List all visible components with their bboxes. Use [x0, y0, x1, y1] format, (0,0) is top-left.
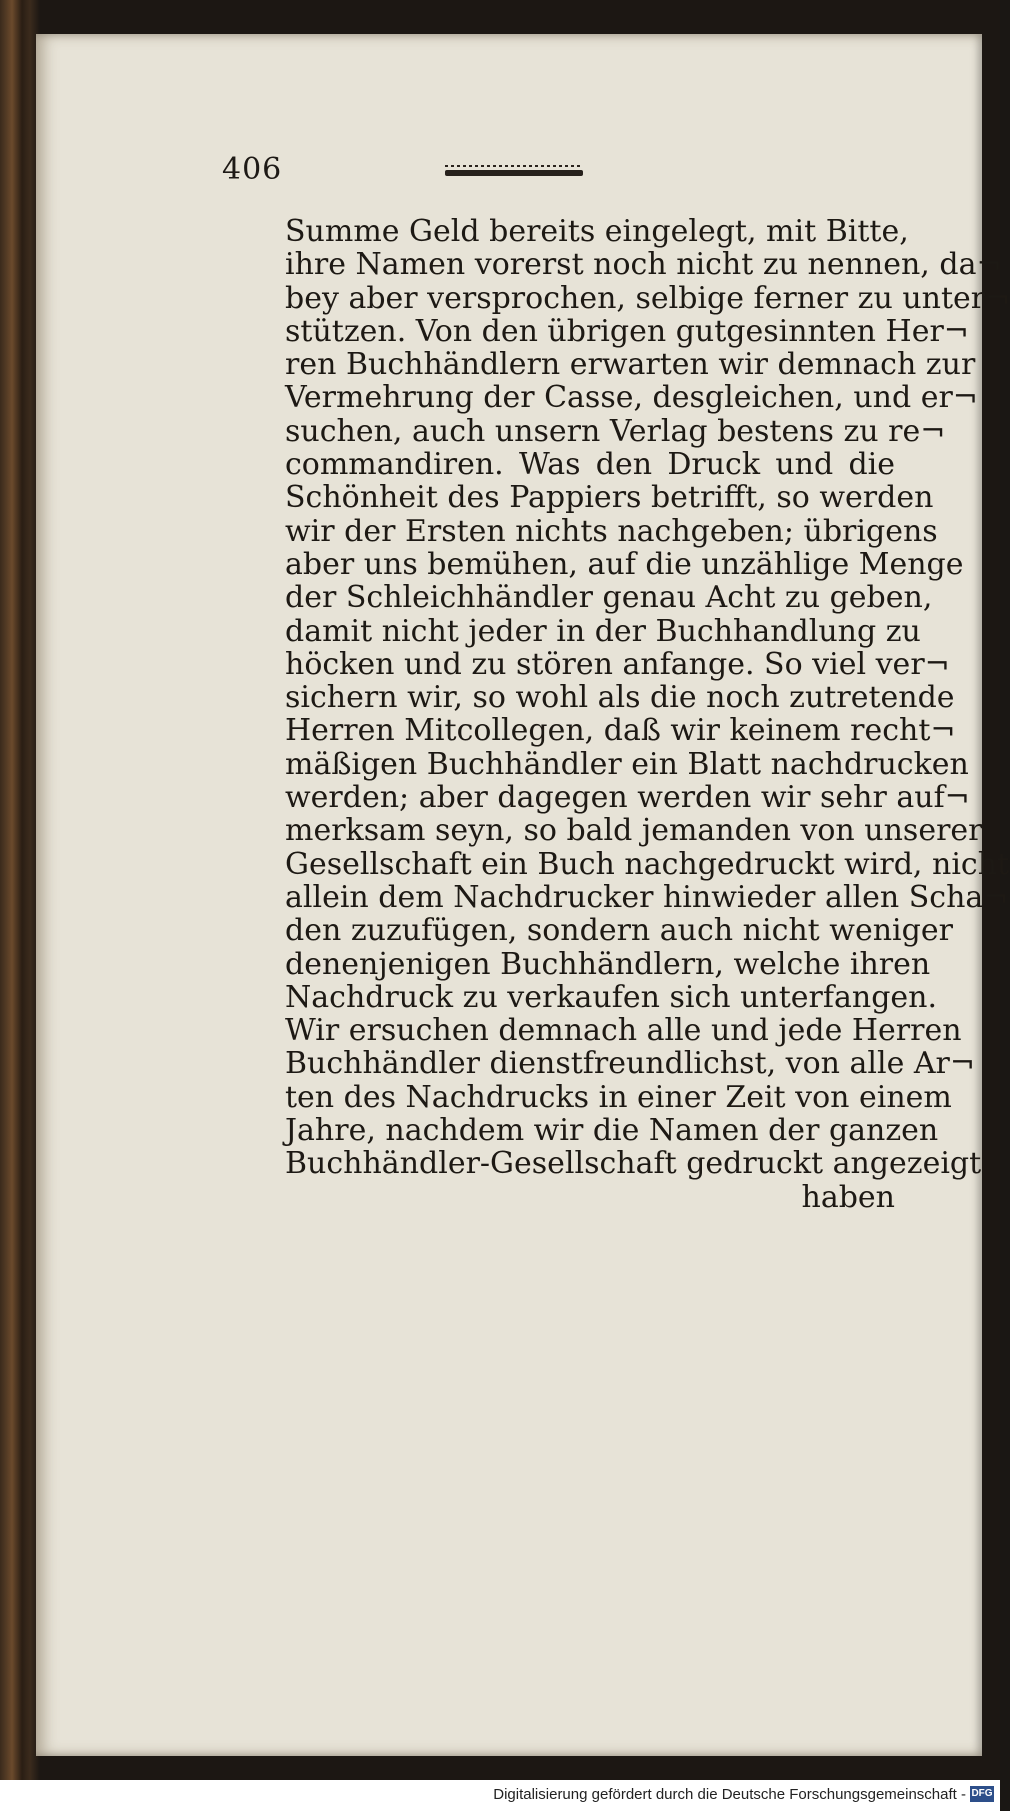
text-line: allein dem Nachdrucker hinwieder allen Scha¬	[285, 879, 1009, 915]
catchword: haben	[801, 1179, 895, 1215]
text-line: den zuzufügen, sondern auch nicht weniger	[285, 913, 953, 949]
text-line: sichern wir, so wohl als die noch zutretende	[285, 680, 955, 716]
text-line: Buchhändler-Gesellschaft gedruckt angezeigt	[285, 1146, 982, 1182]
text-line: ren Buchhändlern erwarten wir demnach zur	[285, 347, 976, 383]
text-line: der Schleichhändler genau Acht zu geben,	[285, 580, 933, 616]
text-line: commandiren. Was den Druck und die	[285, 447, 895, 483]
text-line: damit nicht jeder in der Buchhandlung zu	[285, 613, 921, 649]
text-line: Vermehrung der Casse, desgleichen, und er¬	[285, 380, 978, 416]
text-line: höcken und zu stören anfange. So viel ver¬	[285, 646, 950, 682]
text-line: Gesellschaft ein Buch nachgedruckt wird, nicht	[285, 846, 1010, 882]
digitization-credit: Digitalisierung gefördert durch die Deutsche Forschungsgemeinschaft -	[493, 1786, 966, 1803]
text-line: Summe Geld bereits eingelegt, mit Bitte,	[285, 214, 909, 249]
text-line: ten des Nachdrucks in einer Zeit von einem	[285, 1079, 952, 1115]
footer-bar	[0, 1780, 1000, 1811]
text-line: werden; aber dagegen werden wir sehr auf¬	[285, 780, 970, 816]
page-number: 406	[222, 152, 283, 187]
header-ornament-rule	[445, 170, 583, 176]
text-line: Jahre, nachdem wir die Namen der ganzen	[285, 1113, 939, 1149]
text-line: Buchhändler dienstfreundlichst, von alle Ar¬	[285, 1046, 976, 1082]
text-line: merksam seyn, so bald jemanden von unserer	[285, 813, 983, 849]
text-line: denenjenigen Buchhändlern, welche ihren	[285, 946, 931, 982]
text-line: mäßigen Buchhändler ein Blatt nachdrucken	[285, 746, 969, 782]
text-line: ihre Namen vorerst noch nicht zu nennen, da¬	[285, 247, 1002, 283]
text-line: suchen, auch unsern Verlag bestens zu re¬	[285, 413, 946, 449]
text-line: wir der Ersten nichts nachgeben; übrigens	[285, 513, 938, 549]
text-line: stützen. Von den übrigen gutgesinnten Her¬	[285, 313, 969, 349]
dfg-logo-icon: DFG	[970, 1786, 994, 1802]
text-line: aber uns bemühen, auf die unzählige Menge	[285, 546, 964, 582]
text-line: Nachdruck zu verkaufen sich unterfangen.	[285, 979, 938, 1015]
text-line: Wir ersuchen demnach alle und jede Herren	[285, 1013, 962, 1049]
body-text	[285, 214, 1010, 1215]
text-line: Herren Mitcollegen, daß wir keinem recht¬	[285, 713, 956, 749]
text-line: bey aber versprochen, selbige ferner zu unter¬	[285, 280, 1010, 316]
text-line: Schönheit des Pappiers betrifft, so werden	[285, 480, 934, 516]
